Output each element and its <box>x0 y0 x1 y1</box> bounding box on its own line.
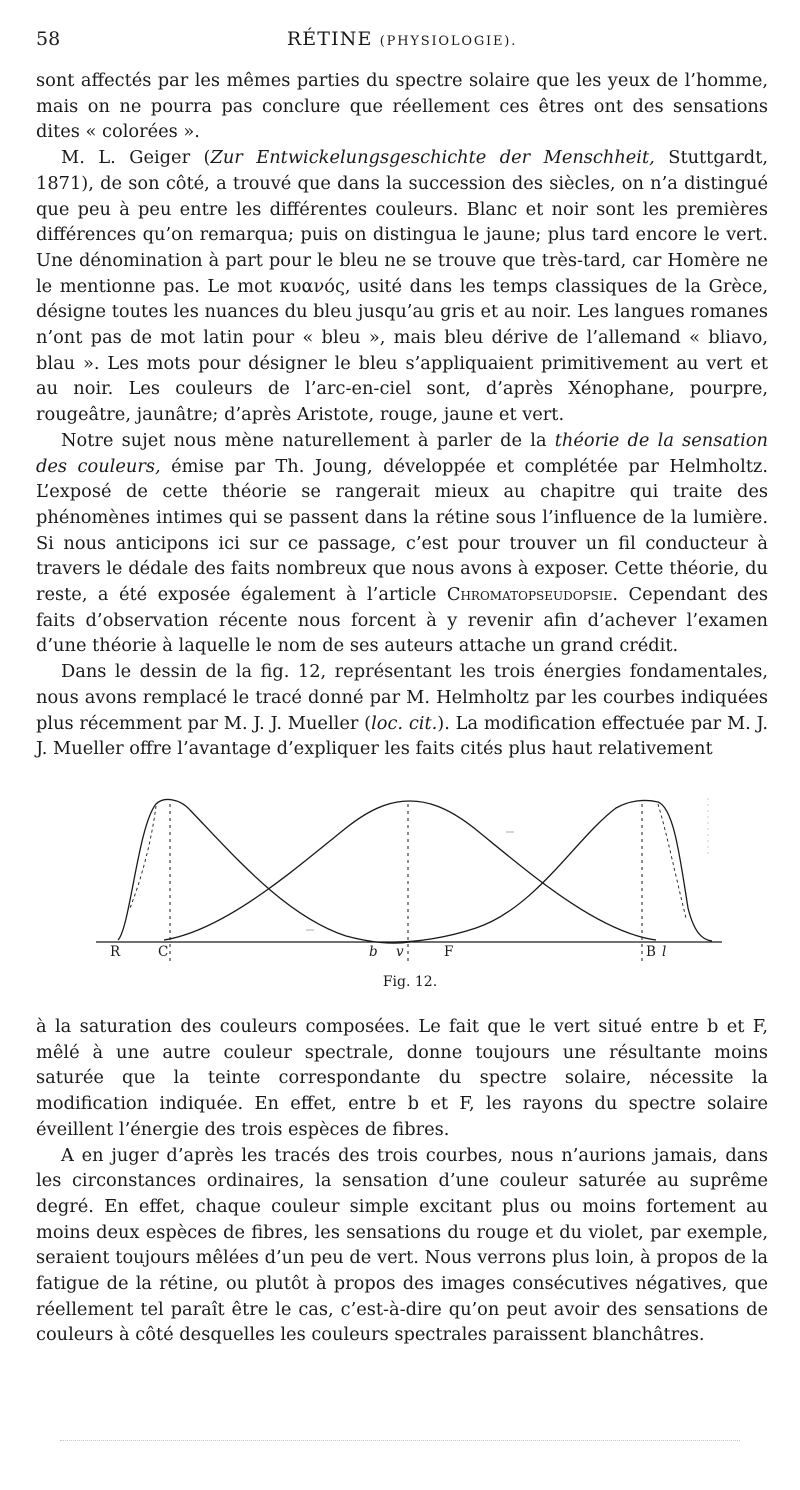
fig-12-curves <box>96 798 724 994</box>
paragraph-geiger <box>36 145 768 428</box>
theory-text-b: émise par Th. Joung, développée et complétée par Helmholtz. L’exposé de cette théorie se rangerait mieux au chapitre qui traite des phénomènes intimes qui se passent dans la rétine sous l’influence de la lumière. Si nous anticipons ici sur ce passage, c’est pour trouver un fil conducteur à travers le dédale des faits nombreux que nous avons à exposer. Cette théorie, du reste, a été exposée également à l’article <box>36 455 768 606</box>
fig-label-f: F <box>444 944 454 960</box>
running-title <box>36 28 768 50</box>
text-block-upper <box>36 68 768 762</box>
geiger-book-title: Zur Entwickelungsgeschichte der Menschheit, <box>210 147 655 169</box>
fig-label-l: l <box>662 944 667 960</box>
running-title-main: RÉTINE <box>286 28 373 50</box>
figure-12 <box>96 798 724 994</box>
fig-label-b-small: b <box>369 944 378 960</box>
green-energy-curve <box>164 801 656 940</box>
chromatopseudopsie-ref: Chromatopseudopsie <box>446 584 613 606</box>
geiger-text-a: M. L. Geiger ( <box>61 147 211 169</box>
fig-label-c: C <box>158 944 169 960</box>
fig-label-b-capital: B <box>646 944 656 960</box>
paragraph-fig-intro <box>36 659 768 762</box>
scan-artifact-line <box>60 1440 740 1442</box>
theory-text-a: Notre sujet nous mène naturellement à parler de la <box>61 429 555 451</box>
paragraph-theory <box>36 428 768 659</box>
fig-intro-citation: loc. cit. <box>371 712 438 734</box>
theory-text-c: . Cependant des faits d’observation récente nous forcent à y revenir afin d’achever l’examen d’une théorie à laquelle le nom de ses auteurs attache un grand crédit. <box>36 584 768 657</box>
running-title-sub: (PHYSIOLOGIE). <box>379 34 518 49</box>
figure-caption: Fig. 12. <box>382 974 438 990</box>
fig-intro-text-a: Dans le dessin de la fig. 12, représentant les trois énergies fondamentales, nous avons remplacé le tracé donné par M. Helmholtz par les courbes indiquées plus récemment par M. J. J. Mueller ( <box>36 661 768 734</box>
paragraph-three-curves: A en juger d’après les tracés des trois courbes, nous n’aurions jamais, dans les circonstances ordinaires, la sensation d’une couleur saturée au suprême degré. En effet, chaque couleur simple excitant plus ou moins fortement au moins deux espèces de fibres, les sensations du rouge et du violet, par exemple, seraient toujours mêlées d’un peu de vert. Nous verrons plus loin, à propos de la fatigue de la rétine, ou plutôt à propos des images consécutives négatives, que réellement tel paraît être le cas, c’est-à-dire qu’on peut avoir des sensations de couleurs à côté desquelles les couleurs spectrales paraissent blanchâtres. <box>36 1144 768 1346</box>
page-number: 58 <box>36 28 61 50</box>
running-header <box>36 28 768 54</box>
violet-energy-curve <box>396 800 712 942</box>
red-curve-shadow-left <box>130 806 156 908</box>
violet-curve-shadow-right <box>658 804 686 918</box>
fig-label-v: v <box>396 944 404 960</box>
red-energy-curve <box>118 799 410 943</box>
paragraph-continuation: sont affectés par les mêmes parties du spectre solaire que les yeux de l’homme, mais on ne pourra pas conclure que réellement ces êtres ont des sensations dites « colorées ». <box>36 70 768 143</box>
theory-emphasis: théorie de la sensation des couleurs, <box>36 429 768 477</box>
fig-intro-text-b: ). La modification effectuée par M. J. J. Mueller offre l’avantage d’expliquer les faits cités plus haut relativement <box>36 712 768 760</box>
geiger-text-b: Stuttgardt, 1871), de son côté, a trouvé que dans la succession des siècles, on n’a distingué que peu à peu entre les différentes couleurs. Blanc et noir sont les premières différences qu’on remarqua; puis on distingua le jaune; plus tard encore le vert. Une dénomination à part pour le bleu ne se trouve que très-tard, car Homère ne le mentionne pas. Le mot κυανός, usité dans les temps classiques de la Grèce, désigne toutes les nuances du bleu jusqu’au gris et au noir. Les langues romanes n’ont pas de mot latin pour « bleu », mais bleu dérive de l’allemand « bliavo, blau ». Les mots pour désigner le bleu s’appliquaient primitivement au vert et au noir. Les couleurs de l’arc-en-ciel sont, d’après Xénophane, pourpre, rougeâtre, jaunâtre; d’après Aristote, rouge, jaune et vert. <box>36 147 768 426</box>
fig-label-r: R <box>110 944 121 960</box>
text-block-lower <box>36 1014 768 1348</box>
paragraph-saturation: à la saturation des couleurs composées. Le fait que le vert situé entre b et F, mêlé à une autre couleur spectrale, donne toujours une résultante moins saturée que la teinte correspondante du spectre solaire, nécessite la modification indiquée. En effet, entre b et F, les rayons du spectre solaire éveillent l’énergie des trois espèces de fibres. <box>36 1016 768 1140</box>
